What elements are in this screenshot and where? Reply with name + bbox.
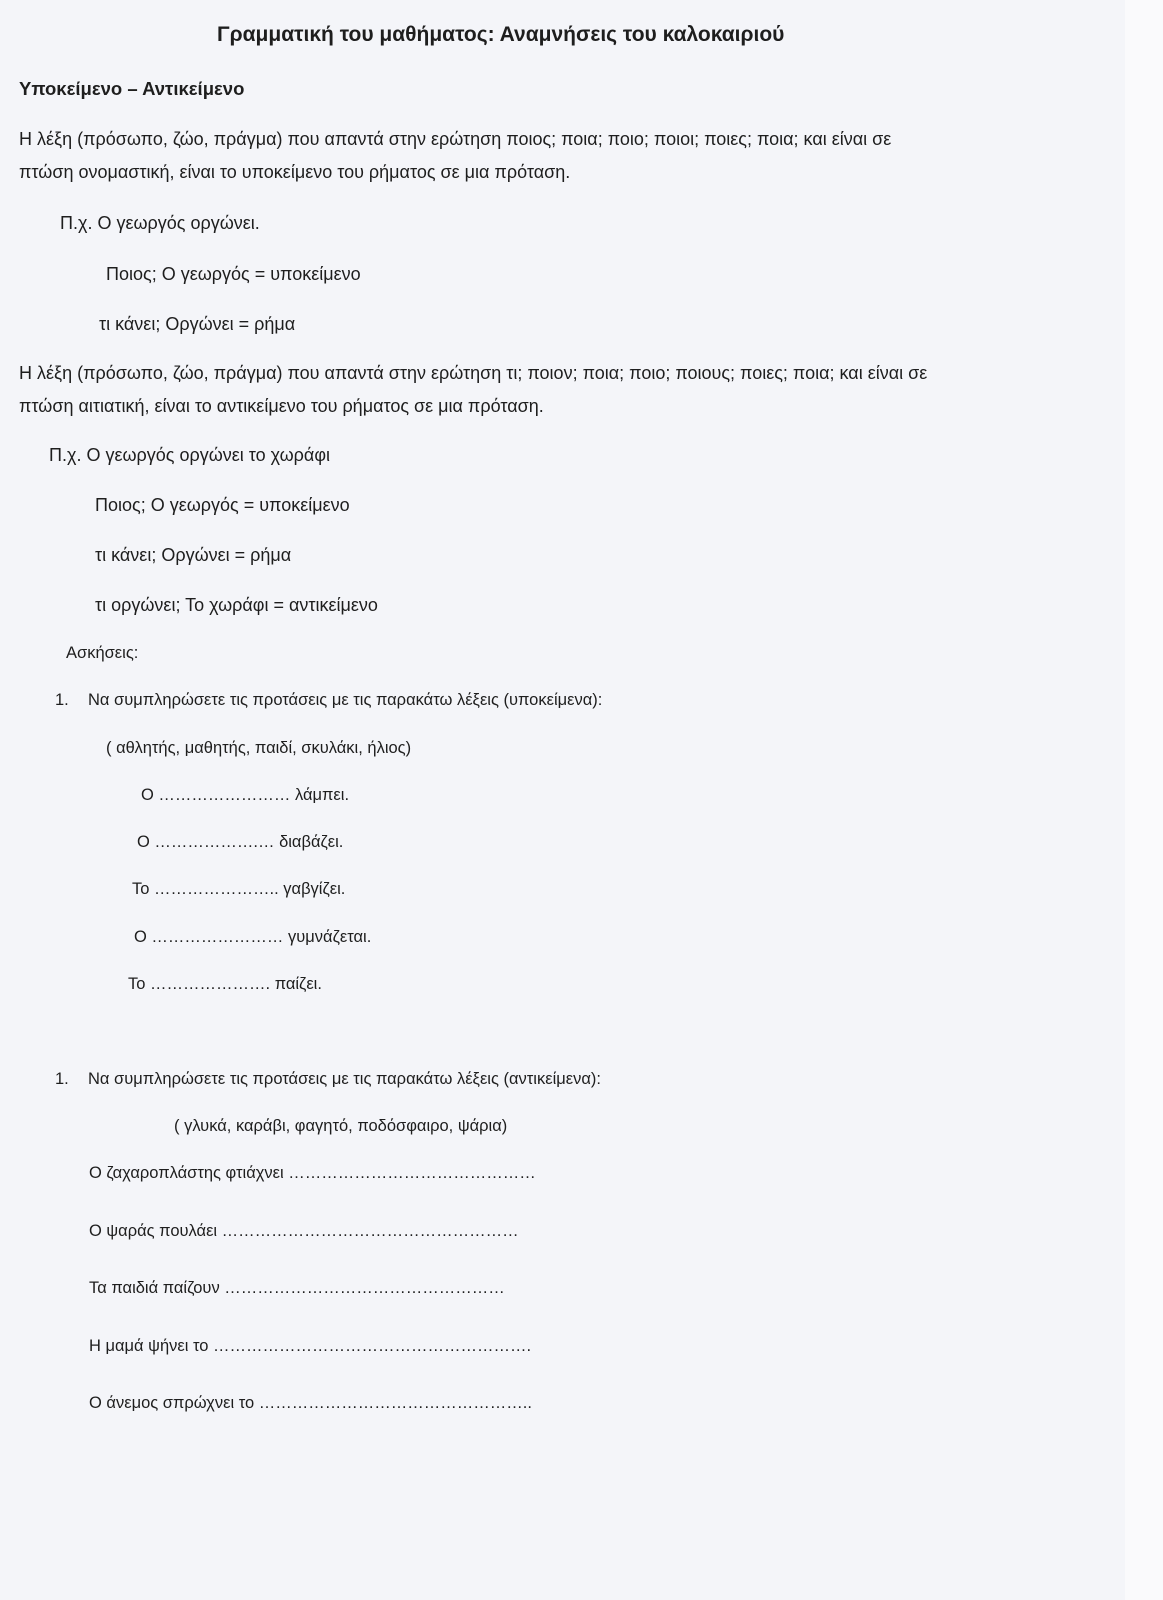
exercise-1-instruction: Να συμπληρώσετε τις προτάσεις με τις παρακάτω λέξεις (υποκείμενα): <box>88 691 603 709</box>
exercise-2-item: Ο άνεμος σπρώχνει το ………………………………………….. <box>89 1394 532 1412</box>
exercise-1-item: Ο …………………… γυμνάζεται. <box>134 928 372 946</box>
example-1-sentence: Π.χ. Ο γεωργός οργώνει. <box>60 213 260 233</box>
example-2-question-1: Ποιος; Ο γεωργός = υποκείμενο <box>95 495 350 515</box>
exercise-2-item: Τα παιδιά παίζουν …………………………………………… <box>89 1279 505 1297</box>
example-1-question-1: Ποιος; Ο γεωργός = υποκείμενο <box>106 264 361 284</box>
subject-definition-line-1: Η λέξη (πρόσωπο, ζώο, πράγμα) που απαντά στην ερώτηση ποιος; ποια; ποιο; ποιοι; ποιες; ποια; και είναι σε <box>19 129 892 149</box>
subject-definition-line-2: πτώση ονομαστική, είναι το υποκείμενο του ρήματος σε μια πρόταση. <box>19 162 571 182</box>
exercise-1-word-list: ( αθλητής, μαθητής, παιδί, σκυλάκι, ήλιος) <box>106 739 412 757</box>
exercise-1-item: Το …………………. παίζει. <box>128 975 322 993</box>
object-definition-line-1: Η λέξη (πρόσωπο, ζώο, πράγμα) που απαντά στην ερώτηση τι; ποιον; ποια; ποιο; ποιους; ποιες; ποια; και είναι σε <box>19 363 928 383</box>
exercise-1-number: 1. <box>55 691 69 709</box>
section-heading: Υποκείμενο – Αντικείμενο <box>19 78 245 99</box>
exercise-1-item: Ο ……………….… διαβάζει. <box>137 833 344 851</box>
exercise-1-item: Το ………………….. γαβγίζει. <box>132 880 346 898</box>
exercise-2-item: Ο ψαράς πουλάει ……………………………………………… <box>89 1222 519 1240</box>
exercise-2-number: 1. <box>55 1070 69 1088</box>
exercise-2-instruction: Να συμπληρώσετε τις προτάσεις με τις παρακάτω λέξεις (αντικείμενα): <box>88 1070 601 1088</box>
example-2-sentence: Π.χ. Ο γεωργός οργώνει το χωράφι <box>49 445 330 465</box>
exercise-2-word-list: ( γλυκά, καράβι, φαγητό, ποδόσφαιρο, ψάρια) <box>174 1117 508 1135</box>
exercise-2-item: Ο ζαχαροπλάστης φτιάχνει ……………………………………… <box>89 1164 536 1182</box>
exercises-label: Ασκήσεις: <box>66 644 139 662</box>
example-1-question-2: τι κάνει; Οργώνει = ρήμα <box>99 314 296 334</box>
exercise-2-item: Η μαμά ψήνει το …………………………………………………. <box>89 1337 532 1355</box>
object-definition-line-2: πτώση αιτιατική, είναι το αντικείμενο του ρήματος σε μια πρόταση. <box>19 396 544 416</box>
page-edge <box>1125 0 1163 1600</box>
example-2-question-3: τι οργώνει; Το χωράφι = αντικείμενο <box>95 595 378 615</box>
page-title: Γραμματική του μαθήματος: Αναμνήσεις του καλοκαιριού <box>217 23 785 46</box>
exercise-1-item: Ο …………………… λάμπει. <box>141 786 350 804</box>
example-2-question-2: τι κάνει; Οργώνει = ρήμα <box>95 545 292 565</box>
